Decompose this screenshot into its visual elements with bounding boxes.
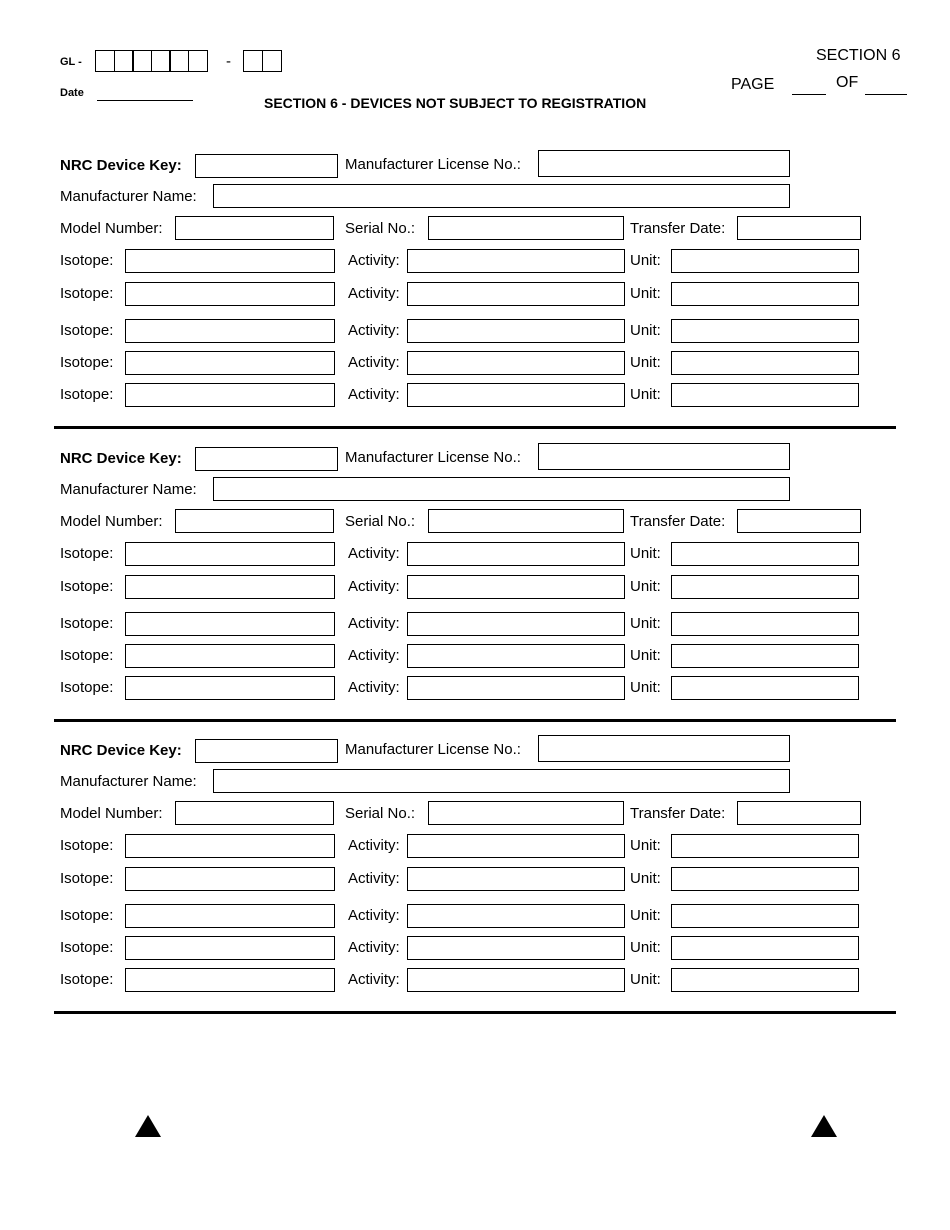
unit-field[interactable] [671,383,859,407]
isotope-field[interactable] [125,904,335,928]
transfer-date-label: Transfer Date: [630,220,726,237]
unit-label: Unit: [630,578,661,595]
activity-label: Activity: [348,939,400,956]
isotope-field[interactable] [125,249,335,273]
activity-label: Activity: [348,837,400,854]
activity-field[interactable] [407,644,625,668]
transfer-date-label: Transfer Date: [630,513,726,530]
transfer-date-field[interactable] [737,509,861,533]
unit-label: Unit: [630,870,661,887]
activity-label: Activity: [348,907,400,924]
manufacturer-license-field[interactable] [538,735,790,762]
activity-field[interactable] [407,282,625,306]
manufacturer-name-field[interactable] [213,769,790,793]
isotope-field[interactable] [125,351,335,375]
isotope-label: Isotope: [60,545,114,562]
activity-field[interactable] [407,249,625,273]
activity-field[interactable] [407,383,625,407]
gl-digit-box[interactable] [188,50,208,72]
section-divider [54,719,896,722]
unit-field[interactable] [671,834,859,858]
unit-label: Unit: [630,971,661,988]
isotope-label: Isotope: [60,679,114,696]
transfer-date-field[interactable] [737,801,861,825]
activity-label: Activity: [348,647,400,664]
isotope-label: Isotope: [60,837,114,854]
manufacturer-name-label: Manufacturer Name: [60,188,197,205]
isotope-label: Isotope: [60,615,114,632]
activity-label: Activity: [348,354,400,371]
manufacturer-name-field[interactable] [213,477,790,501]
gl-suffix-digit-box[interactable] [243,50,263,72]
isotope-label: Isotope: [60,322,114,339]
isotope-field[interactable] [125,834,335,858]
isotope-label: Isotope: [60,939,114,956]
unit-label: Unit: [630,939,661,956]
of-label: OF [836,74,859,91]
transfer-date-label: Transfer Date: [630,805,726,822]
activity-field[interactable] [407,867,625,891]
isotope-label: Isotope: [60,578,114,595]
date-label: Date [60,87,84,99]
isotope-label: Isotope: [60,971,114,988]
isotope-field[interactable] [125,542,335,566]
model-number-field[interactable] [175,509,334,533]
unit-field[interactable] [671,542,859,566]
isotope-field[interactable] [125,644,335,668]
unit-field[interactable] [671,319,859,343]
activity-field[interactable] [407,968,625,992]
isotope-field[interactable] [125,936,335,960]
isotope-label: Isotope: [60,285,114,302]
unit-label: Unit: [630,545,661,562]
unit-label: Unit: [630,907,661,924]
activity-label: Activity: [348,285,400,302]
isotope-label: Isotope: [60,386,114,403]
unit-field[interactable] [671,351,859,375]
unit-field[interactable] [671,904,859,928]
isotope-field[interactable] [125,968,335,992]
nrc-device-key-field[interactable] [195,154,338,178]
gl-dash: - [226,53,231,70]
model-number-label: Model Number: [60,805,163,822]
gl-digit-box[interactable] [151,50,171,72]
model-number-field[interactable] [175,801,334,825]
activity-field[interactable] [407,351,625,375]
serial-no-label: Serial No.: [345,513,416,530]
activity-field[interactable] [407,542,625,566]
manufacturer-name-label: Manufacturer Name: [60,773,197,790]
manufacturer-license-field[interactable] [538,150,790,177]
unit-label: Unit: [630,252,661,269]
unit-field[interactable] [671,644,859,668]
manufacturer-license-field[interactable] [538,443,790,470]
unit-label: Unit: [630,386,661,403]
isotope-field[interactable] [125,676,335,700]
activity-field[interactable] [407,612,625,636]
serial-no-field[interactable] [428,509,624,533]
gl-digit-box[interactable] [114,50,134,72]
manufacturer-license-label: Manufacturer License No.: [345,156,521,173]
nrc-device-key-label: NRC Device Key: [60,157,182,174]
isotope-label: Isotope: [60,870,114,887]
activity-label: Activity: [348,386,400,403]
activity-label: Activity: [348,679,400,696]
manufacturer-license-label: Manufacturer License No.: [345,449,521,466]
transfer-date-field[interactable] [737,216,861,240]
activity-label: Activity: [348,971,400,988]
section-divider [54,1011,896,1014]
gl-digit-box[interactable] [132,50,152,72]
isotope-label: Isotope: [60,907,114,924]
unit-label: Unit: [630,322,661,339]
model-number-label: Model Number: [60,513,163,530]
unit-field[interactable] [671,936,859,960]
activity-label: Activity: [348,252,400,269]
activity-field[interactable] [407,904,625,928]
nrc-device-key-label: NRC Device Key: [60,450,182,467]
unit-field[interactable] [671,867,859,891]
isotope-field[interactable] [125,612,335,636]
isotope-field[interactable] [125,282,335,306]
activity-label: Activity: [348,870,400,887]
isotope-field[interactable] [125,575,335,599]
activity-field[interactable] [407,936,625,960]
activity-field[interactable] [407,319,625,343]
gl-label: GL - [60,56,82,68]
gl-digit-box[interactable] [95,50,115,72]
unit-field[interactable] [671,575,859,599]
nrc-device-key-label: NRC Device Key: [60,742,182,759]
triangle-marker-icon [135,1115,161,1137]
page-title: SECTION 6 - DEVICES NOT SUBJECT TO REGISTRATION [264,95,647,111]
isotope-label: Isotope: [60,354,114,371]
serial-no-field[interactable] [428,216,624,240]
unit-label: Unit: [630,354,661,371]
nrc-device-key-field[interactable] [195,447,338,471]
isotope-field[interactable] [125,383,335,407]
unit-label: Unit: [630,285,661,302]
unit-field[interactable] [671,282,859,306]
unit-field[interactable] [671,676,859,700]
date-field[interactable] [97,100,193,101]
activity-field[interactable] [407,676,625,700]
model-number-label: Model Number: [60,220,163,237]
unit-field[interactable] [671,249,859,273]
gl-digit-box[interactable] [169,50,189,72]
activity-label: Activity: [348,545,400,562]
unit-label: Unit: [630,679,661,696]
triangle-marker-icon [811,1115,837,1137]
unit-field[interactable] [671,612,859,636]
manufacturer-name-label: Manufacturer Name: [60,481,197,498]
unit-label: Unit: [630,647,661,664]
page-total-field[interactable] [865,94,907,95]
activity-label: Activity: [348,615,400,632]
gl-suffix-boxes[interactable] [243,50,282,72]
serial-no-label: Serial No.: [345,220,416,237]
unit-label: Unit: [630,615,661,632]
page-number-field[interactable] [792,94,826,95]
gl-suffix-digit-box[interactable] [262,50,282,72]
activity-field[interactable] [407,575,625,599]
gl-number-boxes[interactable] [95,50,208,72]
page-label: PAGE [731,76,775,93]
section-divider [54,426,896,429]
serial-no-label: Serial No.: [345,805,416,822]
activity-label: Activity: [348,578,400,595]
manufacturer-name-field[interactable] [213,184,790,208]
nrc-device-key-field[interactable] [195,739,338,763]
model-number-field[interactable] [175,216,334,240]
activity-label: Activity: [348,322,400,339]
isotope-label: Isotope: [60,647,114,664]
isotope-label: Isotope: [60,252,114,269]
section-number: SECTION 6 [816,47,901,64]
unit-label: Unit: [630,837,661,854]
activity-field[interactable] [407,834,625,858]
unit-field[interactable] [671,968,859,992]
isotope-field[interactable] [125,319,335,343]
isotope-field[interactable] [125,867,335,891]
serial-no-field[interactable] [428,801,624,825]
manufacturer-license-label: Manufacturer License No.: [345,741,521,758]
